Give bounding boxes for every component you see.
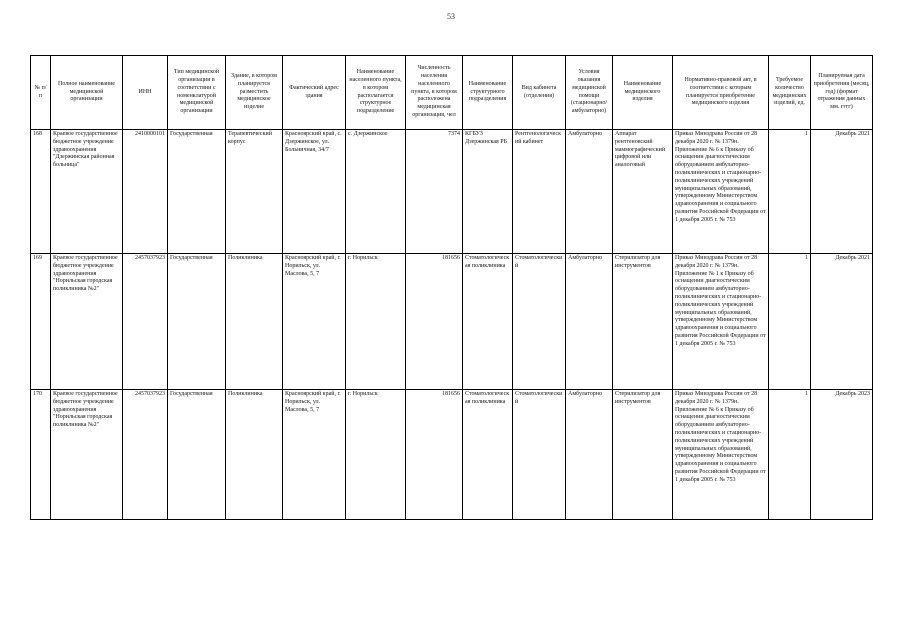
cell-unit: Стоматологическая поликлиника [463, 390, 513, 520]
column-header-cabinet-type: Вид кабинета (отделения) [513, 56, 566, 130]
cell-unit: Стоматологическая поликлиника [463, 254, 513, 390]
cell-quantity: 1 [769, 254, 811, 390]
column-header-care-conditions: Условия оказания медицинской помощи (стационарно/амбулаторно) [566, 56, 613, 130]
cell-population: 7374 [406, 130, 463, 254]
cell-org-type: Государственная [168, 254, 226, 390]
table-row [31, 254, 873, 390]
table-row [31, 130, 873, 254]
cell-population: 181656 [406, 390, 463, 520]
column-header-building: Здание, в котором планируется разместить медицинское изделие [226, 56, 283, 130]
column-header-no: № п/п [31, 56, 51, 130]
cell-no: 169 [31, 254, 51, 390]
cell-org-name: Краевое государственное бюджетное учреждение здравоохранения "Норильская городская поликлиника №2" [51, 390, 123, 520]
cell-purchase-date: Декабрь 2021 [811, 254, 873, 390]
cell-care-conditions: Амбулаторно [566, 130, 613, 254]
medical-equipment-table [30, 55, 873, 520]
column-header-legal-act: Нормативно-правовой акт, в соответствии с которым планируется приобретение медицинского изделия [673, 56, 769, 130]
cell-quantity: 1 [769, 130, 811, 254]
cell-building: Поликлиника [226, 254, 283, 390]
cell-population: 181656 [406, 254, 463, 390]
cell-address: Красноярский край, с. Дзержинское, ул. Больничная, 34/7 [283, 130, 346, 254]
cell-settlement: г. Норильск [346, 390, 406, 520]
column-header-inn: ИНН [123, 56, 168, 130]
cell-settlement: г. Норильск [346, 254, 406, 390]
column-header-org-type: Тип медицинской организации в соответствии с номенклатурой медицинской организации [168, 56, 226, 130]
cell-legal-act: Приказ Минздрава России от 28 декабря 2020 г. № 1379н. Приложение № 6 к Приказу об оснащении диагностическим оборудованием амбулаторно-поликлинических и стационарно-поликлинических учреждений муниципальных образований, утвержденному Министерством здравоохранения и социального развития Российской Федерации от 1 декабря 2005 г. № 753 [673, 390, 769, 520]
cell-purchase-date: Декабрь 2021 [811, 130, 873, 254]
header-row [31, 56, 873, 130]
cell-legal-act: Приказ Минздрава России от 28 декабря 2020 г. № 1379н. Приложение № 6 к Приказу об оснащении диагностическим оборудованием амбулаторно-поликлинических и стационарно-поликлинических учреждений муниципальных образований, утвержденному Министерством здравоохранения и социального развития Российской Федерации от 1 декабря 2005 г. № 753 [673, 130, 769, 254]
page-number: 53 [447, 12, 455, 21]
column-header-address: Фактический адрес здания [283, 56, 346, 130]
column-header-unit: Наименование структурного подразделения [463, 56, 513, 130]
cell-inn: 2410000101 [123, 130, 168, 254]
table-header [31, 56, 873, 130]
cell-org-type: Государственная [168, 130, 226, 254]
cell-purchase-date: Декабрь 2023 [811, 390, 873, 520]
cell-inn: 2457037923 [123, 390, 168, 520]
cell-cabinet-type: Стоматологический [513, 390, 566, 520]
cell-org-type: Государственная [168, 390, 226, 520]
cell-settlement: с. Дзержинское [346, 130, 406, 254]
cell-device: Стерилизатор для инструментов [613, 390, 673, 520]
cell-care-conditions: Амбулаторно [566, 254, 613, 390]
cell-care-conditions: Амбулаторно [566, 390, 613, 520]
table-body [31, 130, 873, 520]
cell-address: Красноярский край, г. Норильск, ул. Маслова, 5, 7 [283, 390, 346, 520]
cell-inn: 2457037923 [123, 254, 168, 390]
cell-cabinet-type: Стоматологический [513, 254, 566, 390]
cell-no: 170 [31, 390, 51, 520]
column-header-device: Наименование медицинского изделия [613, 56, 673, 130]
cell-cabinet-type: Рентгенологический кабинет [513, 130, 566, 254]
column-header-quantity: Требуемое количество медицинских изделий, ед. [769, 56, 811, 130]
column-header-org-name: Полное наименование медицинской организации [51, 56, 123, 130]
column-header-settlement: Наименование населенного пункта, в котором располагается структурное подразделение [346, 56, 406, 130]
cell-org-name: Краевое государственное бюджетное учреждение здравоохранения "Норильская городская поликлиника №2" [51, 254, 123, 390]
cell-no: 168 [31, 130, 51, 254]
cell-device: Аппарат рентгеновский маммографический цифровой или аналоговый [613, 130, 673, 254]
column-header-purchase-date: Планируемая дата приобретения (месяц, год) (формат отражения данных мм. гггг) [811, 56, 873, 130]
cell-building: Терапевтический корпус [226, 130, 283, 254]
table-row [31, 390, 873, 520]
cell-address: Красноярский край, г. Норильск, ул. Маслова, 5, 7 [283, 254, 346, 390]
cell-device: Стерилизатор для инструментов [613, 254, 673, 390]
cell-org-name: Краевое государственное бюджетное учреждение здравоохранения "Дзержинская районная больница" [51, 130, 123, 254]
cell-quantity: 1 [769, 390, 811, 520]
column-header-population: Численность населения населенного пункта, в котором расположена медицинская организация, чел [406, 56, 463, 130]
cell-legal-act: Приказ Минздрава России от 28 декабря 2020 г. № 1379н. Приложение № 1 к Приказу об оснащении диагностическим оборудованием амбулаторно-поликлинических и стационарно-поликлинических учреждений муниципальных образований, утвержденному Министерством здравоохранения и социального развития Российской Федерации от 1 декабря 2005 г. № 753 [673, 254, 769, 390]
cell-unit: КГБУЗ Дзержинская РБ [463, 130, 513, 254]
cell-building: Поликлиника [226, 390, 283, 520]
